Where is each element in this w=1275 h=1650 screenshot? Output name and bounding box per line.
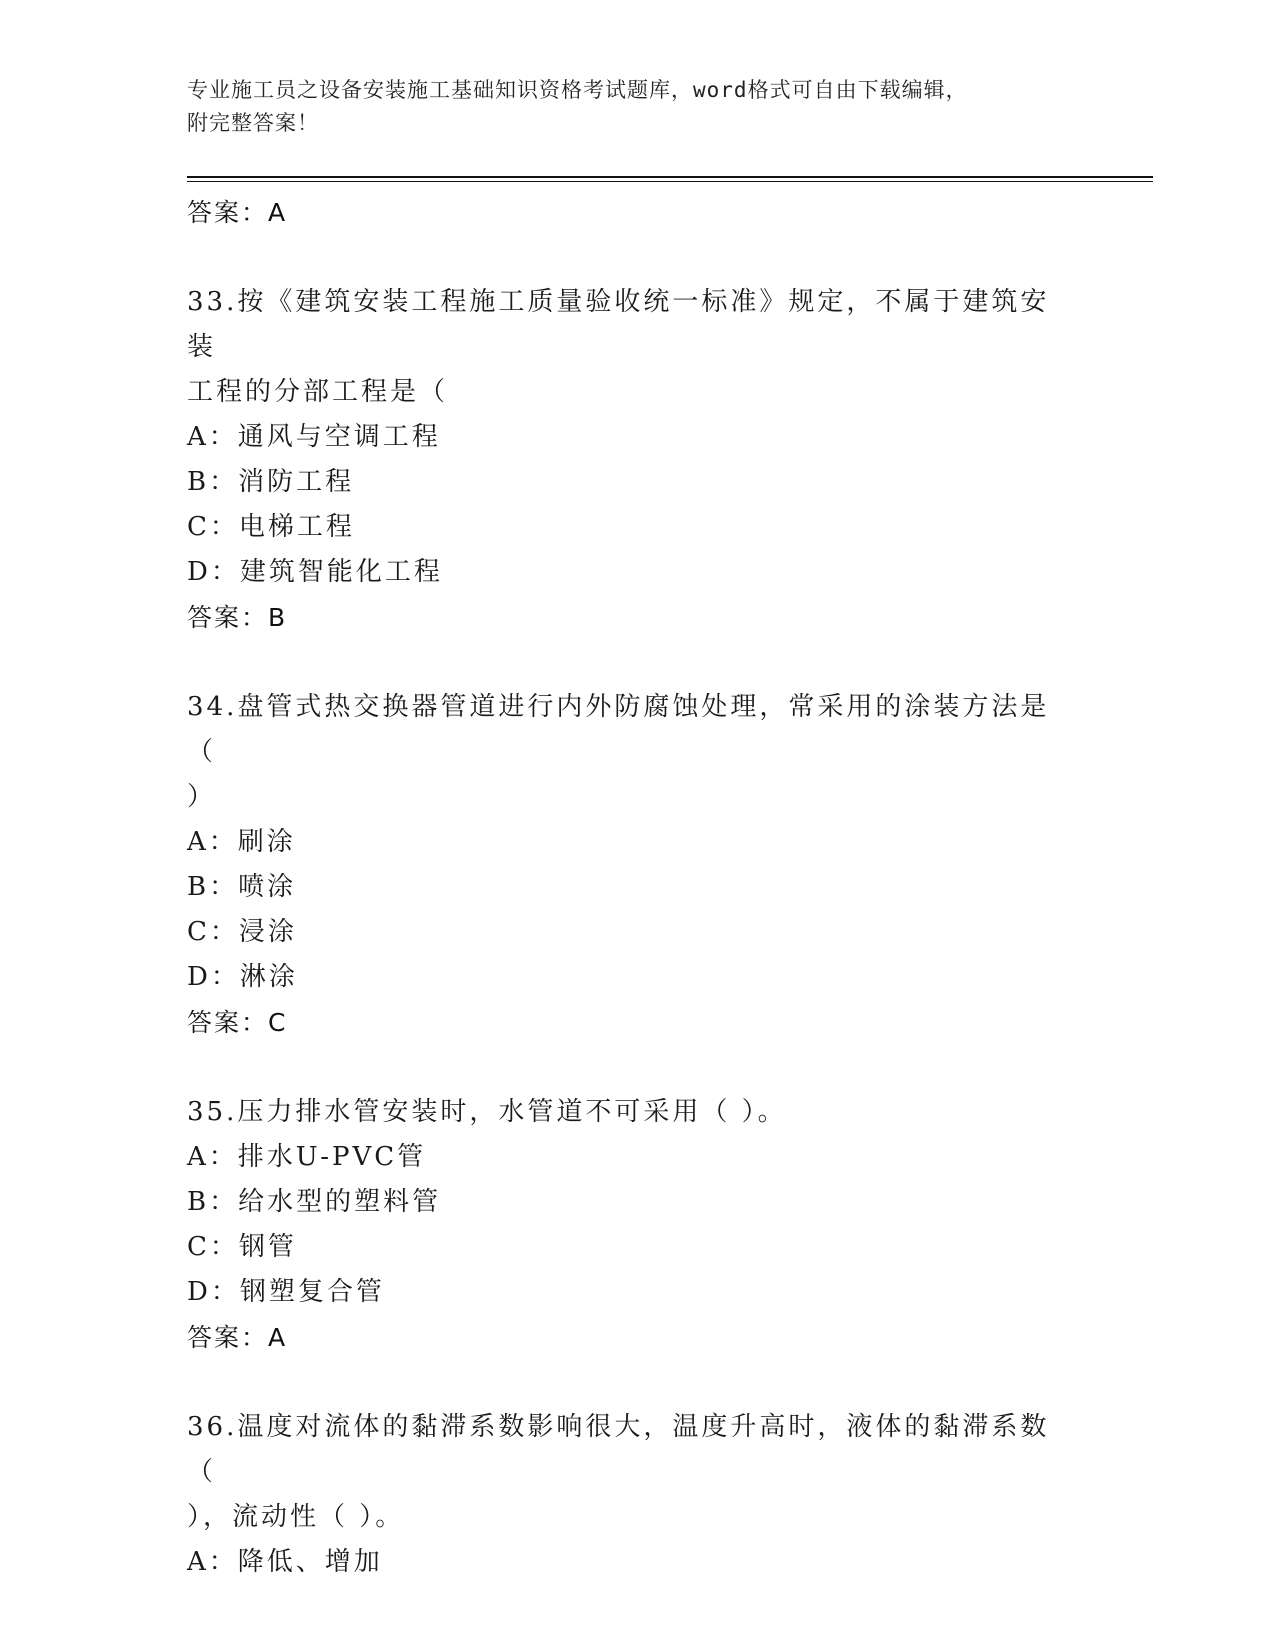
- option-a: A：排水U-PVC管: [187, 1142, 427, 1172]
- header-divider-thin: [187, 181, 1153, 182]
- question-block: [187, 685, 1087, 1046]
- option-c: C：电梯工程: [187, 512, 355, 542]
- option-b: B：给水型的塑料管: [187, 1187, 442, 1217]
- option-d: D：钢塑复合管: [187, 1277, 385, 1307]
- answer-line: 答案：C: [187, 1008, 288, 1037]
- option-a: A：刷涂: [187, 827, 296, 857]
- option-a: A：通风与空调工程: [187, 422, 441, 452]
- answer-line: 答案：B: [187, 603, 288, 632]
- answer-line: 答案：A: [187, 1323, 288, 1352]
- option-c: C：浸涂: [187, 917, 297, 947]
- question-line: 工程的分部工程是（: [187, 377, 449, 407]
- question-line: 34.盘管式热交换器管道进行内外防腐蚀处理，常采用的涂装方法是（: [187, 692, 1050, 767]
- option-d: D：建筑智能化工程: [187, 557, 443, 587]
- document-header: [187, 74, 1087, 140]
- option-d: D：淋涂: [187, 962, 298, 992]
- header-divider-thick: [187, 176, 1153, 178]
- header-line-1: 专业施工员之设备安装施工基础知识资格考试题库，word格式可自由下载编辑，: [187, 78, 968, 102]
- option-b: B：喷涂: [187, 872, 297, 902]
- question-list: [187, 190, 1087, 1585]
- question-line: ），流动性（ ）。: [187, 1502, 405, 1532]
- question-text: [187, 1090, 1077, 1135]
- question-line: 33.按《建筑安装工程施工质量验收统一标准》规定，不属于建筑安装: [187, 287, 1050, 362]
- option-a: A：降低、增加: [187, 1547, 383, 1577]
- question-line: 35.压力排水管安装时，水管道不可采用（ ）。: [187, 1097, 787, 1127]
- question-block: [187, 280, 1087, 641]
- question-line: 36.温度对流体的黏滞系数影响很大，温度升高时，液体的黏滞系数（: [187, 1412, 1050, 1487]
- question-text: [187, 280, 1077, 415]
- question-text: [187, 685, 1077, 820]
- header-line-2: 附完整答案！: [187, 111, 319, 135]
- question-line: ）: [187, 782, 217, 812]
- option-c: C：钢管: [187, 1232, 297, 1262]
- answer-line: 答案：A: [187, 198, 288, 227]
- question-block: [187, 1090, 1087, 1361]
- question-block: [187, 1405, 1087, 1585]
- option-b: B：消防工程: [187, 467, 355, 497]
- question-text: [187, 1405, 1077, 1540]
